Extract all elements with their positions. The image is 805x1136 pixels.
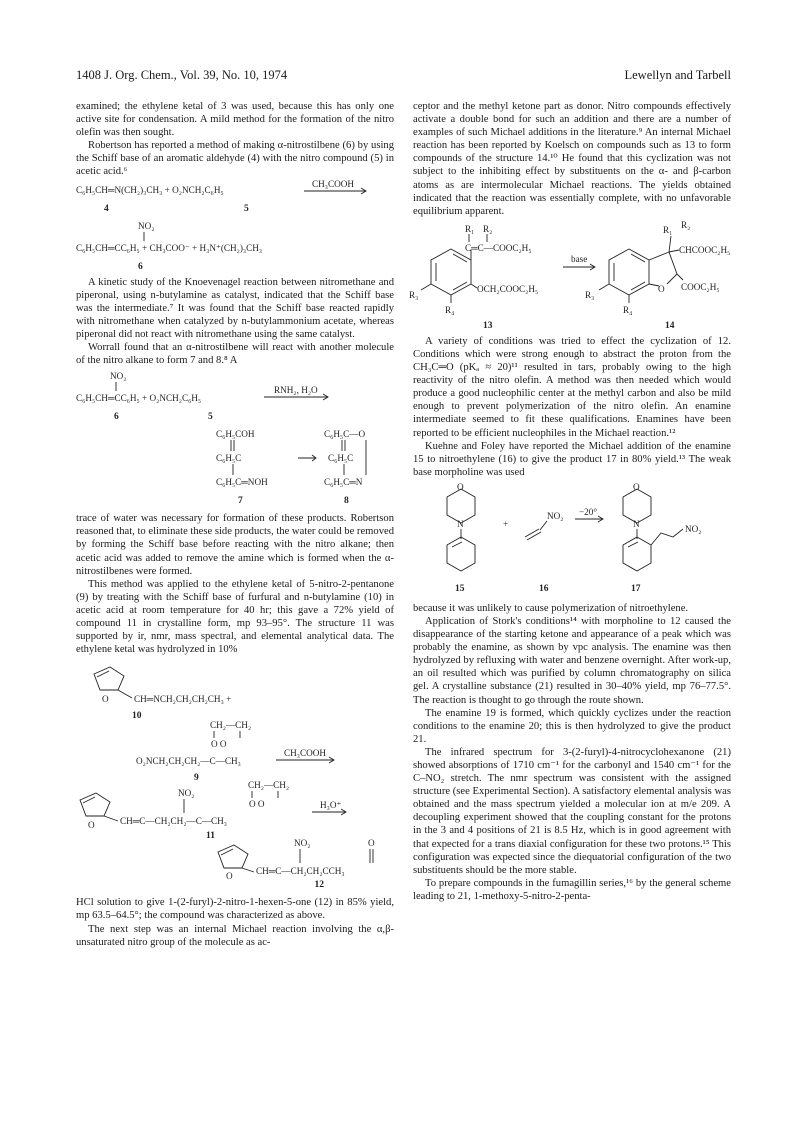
ring-oxygen: O	[102, 694, 109, 705]
substituent-r1: R₁	[663, 224, 673, 235]
ester-group: COOC₂H₅	[681, 281, 720, 292]
paragraph: ceptor and the methyl ketone part as donor. Nitro compounds effectively activate a double bond for such an addition and there are a number of examples of such Michael additions in the literature.⁹ An internal Michael reaction has been reported by Koelsch on compounds such as 13 to form compounds of the structure 14.¹⁰ He found that this cyclization was not subject to the inhibiting effect by substituents on the α- and β-carbon atoms as are intermolecular Michael reactions. The yields obtained indicated that the reaction was essentially complete, with no unfavorable equilibrium apparent.	[413, 101, 731, 217]
compound-number: 17	[631, 583, 641, 594]
reagent-label: RNH₂, H₂O	[274, 385, 318, 396]
scheme-furan-nitro-olefin	[76, 658, 394, 880]
compound-number: 14	[665, 320, 675, 331]
reagent-label: base	[571, 253, 588, 264]
ring-oxygen: O	[658, 283, 665, 294]
bond	[669, 250, 679, 252]
substituent-r1: R₁	[465, 223, 475, 234]
paragraph: Application of Stork's conditions¹⁴ with morpholine to 12 caused the disappearance of the starting ketone and appearance of a peak which was probably the enamine, as shown by vpc analysis. The enamine was then hydrolyzed by refluxing with water and benzene overnight. After work-up, an oil resulted which was purified by column chromatography on silica gel. A crystalline substance (21) resulted in 30–40% yield, mp 76–77.5°. The reaction is thought to go through the route shown.	[413, 615, 731, 706]
ketal-ring: CH₂—CH₂	[210, 720, 252, 731]
carbonyl-oxygen: O	[368, 838, 375, 849]
bond	[421, 284, 431, 290]
paragraph: examined; the ethylene ketal of 3 was used, because this has only one active site for condensation. A mild method for the formation of the nitro olefin was then sought.	[76, 101, 394, 139]
substituent-r3: R₃	[409, 289, 419, 300]
benzene-ring	[609, 249, 649, 295]
unsaturated-ester-chain: C═C—COOC₂H₅	[465, 242, 532, 253]
double-bond	[631, 254, 645, 262]
ketal-oxygens: O O	[211, 739, 227, 750]
paragraph: A kinetic study of the Knoevenagel reaction between nitromethane and piperonal, using n-butylamine as catalyst, indicated that the Schiff base was the intermediate.⁷ It was found that the Schiff base reacted rapidly with nitromethane when catalyzed by n-butylammonium acetate, whereas piperonal did not react with nitromethane using the same catalyst.	[76, 276, 394, 340]
compound-number: 13	[483, 320, 493, 331]
nitro-group: NO₂	[685, 523, 702, 534]
bond	[540, 521, 547, 530]
right-column	[409, 100, 731, 903]
paragraph: Worrall found that an α-nitrostilbene will react with another molecule of the nitro alkane to form 7 and 8.⁸ A	[76, 342, 394, 367]
double-bond	[453, 254, 467, 262]
compound-number: 4	[104, 203, 109, 214]
paragraph: The enamine 19 is formed, which quickly cyclizes under the reaction conditions to the enamine 20; this is then hydrolyzed to give the product 21.	[413, 707, 731, 745]
bond	[669, 252, 677, 274]
reactants-6-5: C₆H₅CH═CC₆H₅ + O₂NCH₂C₆H₅	[76, 393, 202, 404]
bond	[649, 252, 669, 260]
double-bond	[452, 542, 462, 547]
furan-ring	[94, 667, 124, 690]
scheme-enamine-michael	[413, 481, 731, 599]
scheme-nitrostilbene	[76, 178, 394, 273]
reagent-label: CH₃COOH	[312, 178, 354, 189]
compound-number: 7	[238, 496, 243, 507]
bond	[118, 690, 132, 698]
left-column	[76, 100, 394, 949]
structure-8: C₆H₅C—O	[324, 429, 366, 440]
nitro-substituent: NO₂	[294, 838, 311, 849]
compound-number: 16	[539, 583, 549, 594]
reactants-4-5: C₆H₅CH═N(CH₂)₃CH₃ + O₂NCH₂C₆H₅	[76, 184, 224, 195]
ketal-oxygens: O O	[249, 799, 265, 810]
bond	[599, 284, 609, 290]
structure-7: C₆H₅C	[216, 453, 242, 464]
nitro-olefin-ketal-11: CH═C—CH₂CH₂—C—CH₃	[120, 816, 227, 827]
paragraph: because it was unlikely to cause polymerization of nitroethylene.	[413, 602, 689, 614]
bond	[104, 816, 118, 821]
benzene-ring	[431, 249, 471, 295]
morpholine-oxygen: O	[633, 481, 640, 492]
nitro-substituent: NO₂	[138, 220, 155, 231]
paragraph: Kuehne and Foley have reported the Michael addition of the enamine 15 to nitroethylene (16) to give the product 17 in 80% yield.¹³ The weak base morpholine was used	[413, 440, 731, 478]
substituent-r2: R₂	[681, 219, 691, 230]
compound-number: 11	[206, 831, 215, 842]
substituent-r2: R₂	[483, 223, 493, 234]
ester-chain: CHCOOC₂H₅	[679, 244, 731, 255]
reagent-label: CH₃COOH	[284, 748, 326, 759]
bond	[677, 274, 683, 280]
compound-number: 12	[314, 880, 324, 891]
reagent-label: H₃O⁺	[320, 800, 342, 811]
ketal-ring: CH₂—CH₂	[248, 780, 290, 791]
bond	[667, 274, 677, 284]
plus-sign: +	[503, 518, 509, 529]
enamine-nitrogen: N	[633, 518, 640, 529]
nitro-substituent: NO₂	[178, 788, 195, 799]
double-bond	[453, 282, 467, 290]
furan-ring	[80, 793, 110, 816]
substituent-r3: R₃	[585, 289, 595, 300]
compound-number: 10	[132, 711, 142, 722]
bond	[669, 236, 671, 252]
ring-oxygen: O	[226, 871, 233, 882]
paragraph: The infrared spectrum for 3-(2-furyl)-4-nitrocyclohexanone (21) showed absorptions of 1710 cm⁻¹ for the carbonyl and 1540 cm⁻¹ for the C–NO₂ stretch. The nmr spectrum was consistent with the assigned structure (see Experimental Section). A satisfactory elemental analysis was obtained and the mass spectrum yielded a molecular ion at m/e 209. A decoupling experiment showed that the coupling constant for the protons in the 3 and 4 positions of 21 is 8.5 Hz, which is in good agreement with that expected for a trans diaxial configuration for these two protons.¹⁵ This configuration was expected since the diequatorial configuration of the two substituents should be the more stable.	[413, 746, 731, 876]
double-bond	[631, 282, 645, 290]
scheme-koelsch-cyclization	[409, 219, 731, 332]
journal-citation: 1408 J. Org. Chem., Vol. 39, No. 10, 1974	[76, 68, 288, 82]
bond	[242, 868, 254, 872]
compound-number: 15	[455, 583, 465, 594]
paragraph: Robertson has reported a method of making α-nitrostilbene (6) by using the Schiff base of an aromatic aldehyde (4) with the nitro compound (5) in acetic acid.⁶	[76, 140, 394, 178]
double-bond	[527, 532, 541, 540]
scheme-worrall	[76, 369, 394, 509]
compound-number: 8	[344, 496, 349, 507]
ring-oxygen: O	[88, 820, 95, 831]
products-6: C₆H₅CH═CC₆H₅ + CH₃COO⁻ + H₃N⁺(CH₂)₃CH₃	[76, 242, 263, 253]
substituent-r4: R₄	[445, 304, 455, 315]
compound-number: 6	[114, 412, 119, 423]
ether-ester-chain: OCH₂COOC₂H₅	[477, 283, 539, 294]
nitroketal-9: O₂NCH₂CH₂CH₂—C—CH₃	[136, 756, 241, 767]
structure-8: C₆H₅C	[328, 453, 354, 464]
author-names: Lewellyn and Tarbell	[624, 68, 731, 82]
compound-number: 6	[138, 261, 143, 272]
paragraph: This method was applied to the ethylene ketal of 5-nitro-2-pentanone (9) by treating with the Schiff base of furfural and n-butylamine (10) in acetic acid at room temperature for 40 hr; this gave a 72% yield of compound 11 in crystalline form, mp 93–95°. The structure 11 was supported by ir, nmr, mass spectral, and elemental analytical data. The ethylene ketal was hydrolyzed in 10%	[76, 578, 394, 656]
nitro-substituent: NO₂	[110, 371, 127, 382]
paragraph: A variety of conditions was tried to effect the cyclization of 12. Conditions which were strong enough to abstract the proton from the CH₃C═O (pKₐ ≈ 20)¹¹ resulted in tars, probably owing to the high reactivity of the nitro olefin. A method was then needed which would produce a good nucleophilic center at the methyl carbon and also be mild enough to prevent polymerization of the nitro olefin. An enamine intermediate seemed to fit these qualifications. Enamines have been reported to be efficient nucleophiles in the Michael reaction.¹²	[413, 335, 731, 439]
morpholine-ring	[623, 489, 651, 523]
paragraph: trace of water was necessary for formation of these products. Robertson reasoned that, to eliminate these side products, the water could be removed by forming the Schiff base before reacting with the nitro alkane; then acetic acid was added to remove the amine which is formed when the α-nitrostilbenes were formed.	[76, 513, 394, 577]
morpholine-oxygen: O	[457, 481, 464, 492]
enamine-nitrogen: N	[457, 518, 464, 529]
compound-number: 5	[244, 203, 249, 214]
double-bond	[628, 542, 638, 547]
nitro-group: NO₂	[547, 510, 564, 521]
ethyl-chain	[651, 529, 683, 545]
double-bond	[525, 529, 539, 537]
compound-number: 9	[194, 773, 199, 784]
paragraph: The next step was an internal Michael reaction involving the α,β-unsaturated nitro group of the molecule as ac-	[76, 923, 394, 948]
structure-7: C₆H₅C═NOH	[216, 477, 268, 488]
substituent-r4: R₄	[623, 304, 633, 315]
compound-number: 5	[208, 412, 213, 423]
nitro-ketone-12: CH═C—CH₂CH₂CCH₃	[256, 866, 345, 877]
paragraph: HCl solution to give 1-(2-furyl)-2-nitro-1-hexen-5-one (12) in 85% yield, mp 63.5–64.5°; the compound was characterized as above.	[76, 897, 394, 922]
schiff-base-10: CH═NCH₂CH₂CH₂CH₃ +	[134, 694, 232, 705]
paragraph: To prepare compounds in the fumagillin series,¹⁶ by the general scheme leading to 21, 1-methoxy-5-nitro-2-penta-	[413, 877, 731, 902]
structure-7: C₆H₅COH	[216, 429, 255, 440]
morpholine-ring	[447, 489, 475, 523]
structure-8: C₆H₅C═N	[324, 477, 363, 488]
reaction-temperature: −20°	[579, 506, 598, 517]
furan-ring	[218, 845, 248, 868]
